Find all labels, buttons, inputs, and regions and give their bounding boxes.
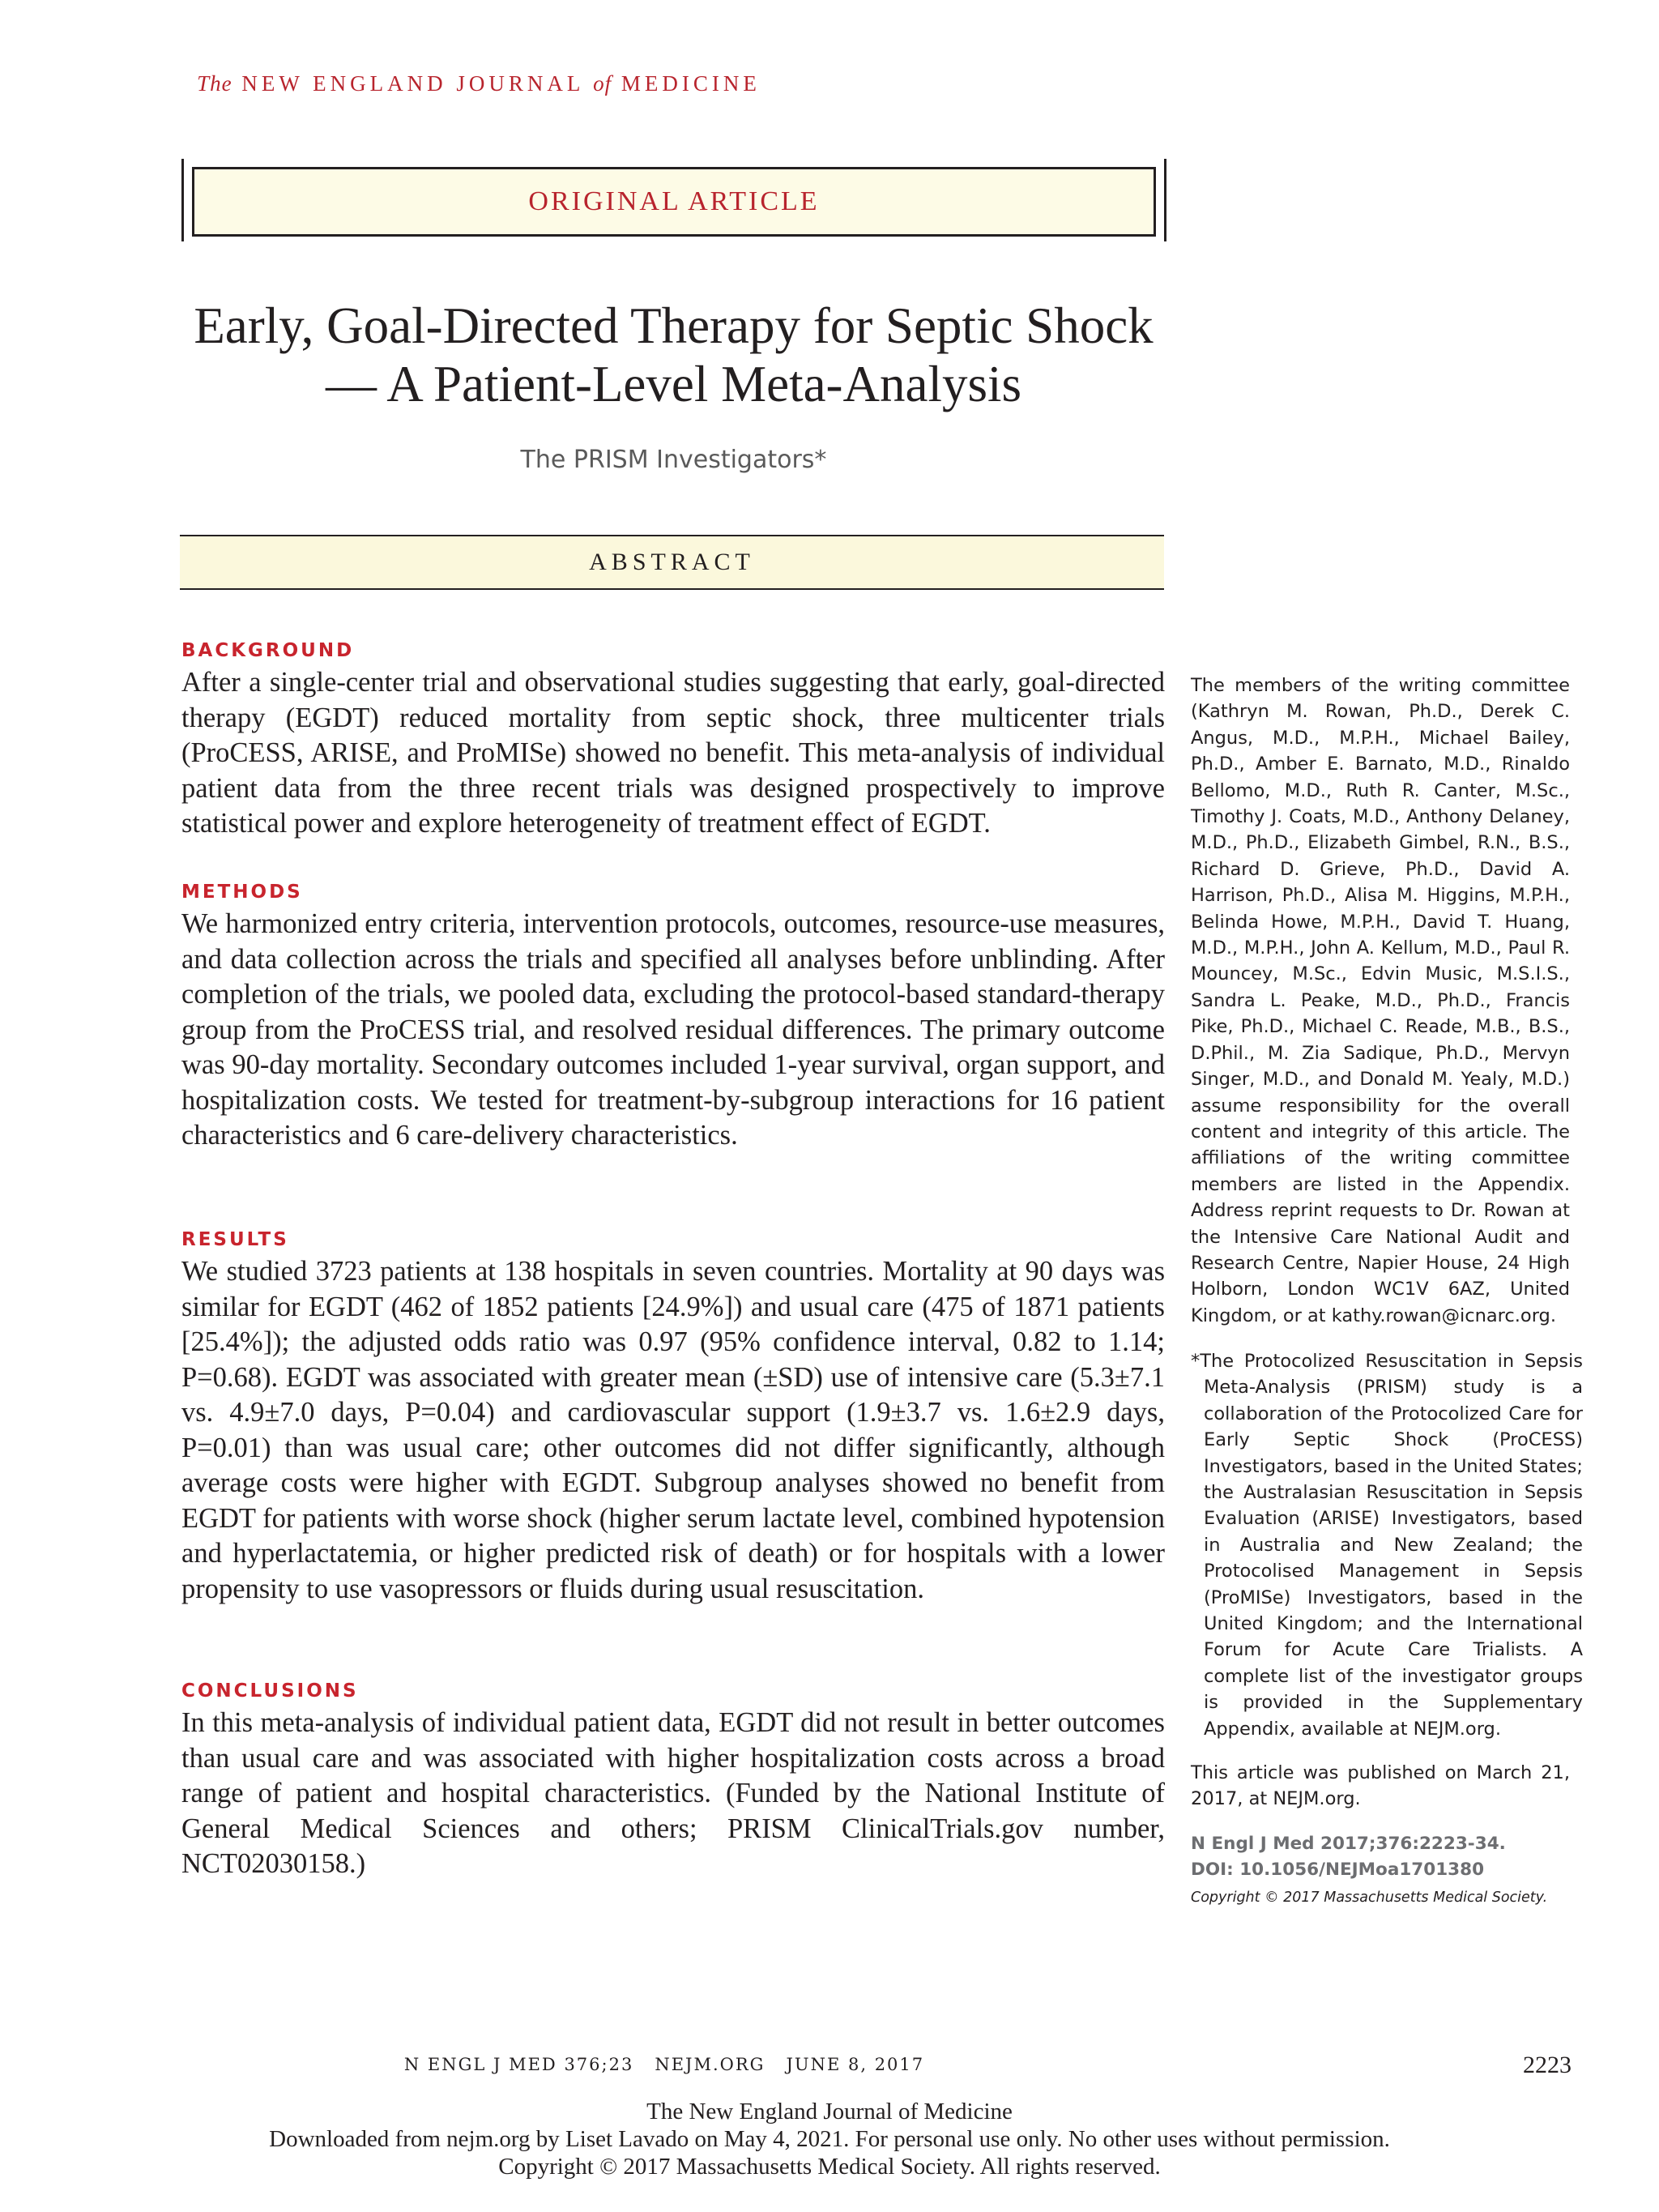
page-number: 2223	[1523, 2052, 1572, 2078]
abstract-label: ABSTRACT	[589, 549, 755, 575]
results-text: We studied 3723 patients at 138 hospitals in seven countries. Mortality at 90 days was similar for EGDT (462 of 1852 patients [24.9%]) and usual care (475 of 1871 patients [25.4%]); the adjusted odds ratio was 0.97 (95% confidence interval, 0.82 to 1.14; P=0.68). EGDT was associated with greater mean (±SD) use of intensive care (5.3±7.1 vs. 4.9±7.0 days, P=0.04) and cardiovascular support (1.9±3.7 vs. 1.6±2.9 days, P=0.01) than was usual care; other outcomes did not differ significantly, although average costs were higher with EGDT. Subgroup analyses showed no benefit from EGDT for patients with worse shock (higher serum lactate level, combined hypotension and hyperlactatemia, or higher predicted risk of death) or for hospitals with a lower propensity to use vasopressors or fluids during usual resuscitation.	[181, 1256, 1165, 1604]
publication-note: This article was published on March 21, 2017, at NEJM.org.	[1191, 1762, 1570, 1810]
article-type: ORIGINAL ARTICLE	[528, 186, 820, 216]
authors: The PRISM Investigators*	[520, 446, 827, 474]
background-text: After a single-center trial and observational studies suggesting that early, goal-directed therapy (EGDT) reduced mortality from septic shock, three multicenter trials (ProCESS, ARISE, and ProMISe) showed no benefit. This meta-analysis of individual patient data from the three recent trials was designed prospectively to improve statistical power and explore heterogeneity of treatment effect of EGDT.	[181, 667, 1165, 839]
journal-header-the: The	[197, 71, 232, 96]
footer-citation: N ENGL J MED 376;23 NEJM.ORG JUNE 8, 2017	[403, 2055, 925, 2074]
article-title	[162, 297, 1185, 413]
title-line-2: — A Patient-Level Meta-Analysis	[325, 356, 1022, 412]
title-line-1: Early, Goal-Directed Therapy for Septic Shock	[194, 297, 1154, 354]
journal-header	[0, 71, 957, 96]
conclusions-heading: CONCLUSIONS	[181, 1680, 359, 1702]
journal-citation: N Engl J Med 2017;376:2223-34.	[1191, 1834, 1506, 1854]
journal-header-medicine: MEDICINE	[621, 71, 761, 96]
methods-heading: METHODS	[181, 882, 303, 903]
results-heading: RESULTS	[181, 1229, 289, 1250]
conclusions-text: In this meta-analysis of individual patient data, EGDT did not result in better outcomes than usual care and was associated with higher hospitalization costs across a broad range of patient and hospital characteristics. (Funded by the National Institute of General Medical Sciences and others; PRISM ClinicalTrials.gov number, NCT02030158.)	[181, 1707, 1165, 1879]
footer-journal-name: The New England Journal of Medicine	[646, 2099, 1013, 2124]
doi: DOI: 10.1056/NEJMoa1701380	[1191, 1860, 1485, 1880]
sidebar-copyright: Copyright © 2017 Massachusetts Medical Society.	[1191, 1890, 1548, 1906]
writing-committee-note: The members of the writing committee (Kathryn M. Rowan, Ph.D., Derek C. Angus, M.D., M.P.H., Michael Bailey, Ph.D., Amber E. Barnato, M.D., Rinaldo Bellomo, M.D., Ruth R. Canter, M.Sc., Timothy J. Coats, M.D., Anthony Delaney, M.D., Ph.D., Elizabeth Gimbel, R.N., B.S., Richard D. Grieve, Ph.D., David A. Harrison, Ph.D., Alisa M. Higgins, M.P.H., Belinda Howe, M.P.H., David T. Huang, M.D., M.P.H., John A. Kellum, M.D., Paul R. Mouncey, M.Sc., Edvin Music, M.S.I.S., Sandra L. Peake, M.D., Ph.D., Francis Pike, Ph.D., Michael C. Reade, M.B., B.S., D.Phil., M. Zia Sadique, Ph.D., Mervyn Singer, M.D., and Donald M. Yealy, M.D.) assume responsibility for the overall content and integrity of this article. The affiliations of the writing committee members are listed in the Appendix. Address reprint requests to Dr. Rowan at the Intensive Care National Audit and Research Centre, Napier House, 24 High Holborn, London WC1V 6AZ, United Kingdom, or at kathy.rowan@icnarc.org.	[1191, 675, 1570, 1326]
footer-copyright: Copyright © 2017 Massachusetts Medical Society. All rights reserved.	[498, 2154, 1161, 2180]
article-type-box	[192, 167, 1156, 237]
journal-header-of: of	[593, 71, 612, 96]
abstract-banner	[180, 535, 1164, 590]
background-heading: BACKGROUND	[181, 640, 355, 661]
methods-text: We harmonized entry criteria, intervention protocols, outcomes, resource-use measures, and data collection across the trials and specified all analyses before unblinding. After completion of the trials, we pooled data, excluding the protocol-based standard-therapy group from the ProCESS trial, and resolved residual differences. The primary outcome was 90-day mortality. Secondary outcomes included 1-year survival, organ support, and hospitalization costs. We tested for treatment-by-subgroup interactions for 16 patient characteristics and 6 care-delivery characteristics.	[181, 908, 1165, 1151]
prism-footnote: *The Protocolized Resuscitation in Sepsis Meta-Analysis (PRISM) study is a collaboration of the Protocolized Care for Early Septic Shock (ProCESS) Investigators, based in the United States; the Australasian Resuscitation in Sepsis Evaluation (ARISE) Investigators, based in Australia and New Zealand; the Protocolised Management in Sepsis (ProMISe) Investigators, based in the United Kingdom; and the International Forum for Acute Care Trialists. A complete list of the investigator groups is provided in the Supplementary Appendix, available at NEJM.org.	[1191, 1351, 1583, 1740]
download-notice: Downloaded from nejm.org by Liset Lavado on May 4, 2021. For personal use only. No other uses without permission.	[269, 2126, 1390, 2152]
journal-header-name: NEW ENGLAND JOURNAL	[241, 71, 584, 96]
